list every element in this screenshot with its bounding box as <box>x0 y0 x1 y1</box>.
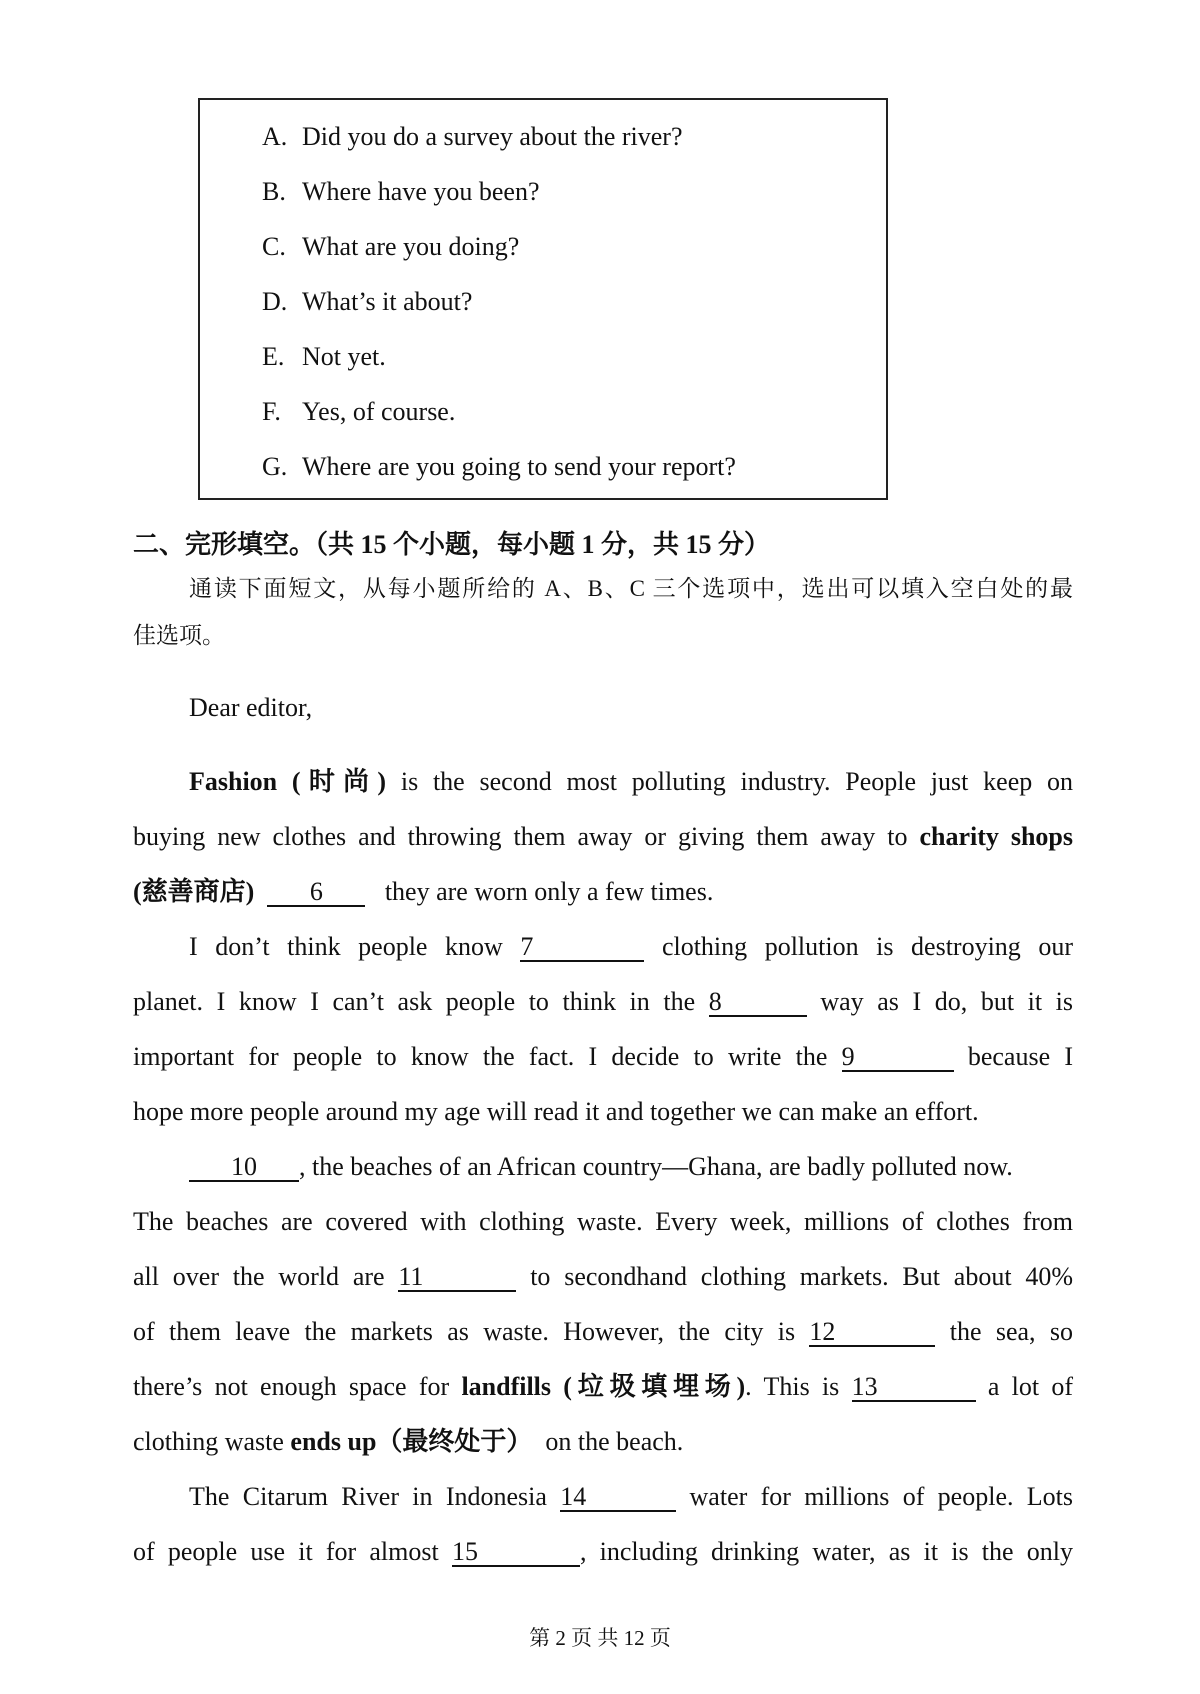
passage-text: . This is <box>745 1372 840 1401</box>
option-text: What’s it about? <box>302 287 473 316</box>
greeting-text: Dear editor, <box>189 693 313 722</box>
blank-13[interactable]: 13 <box>852 1374 976 1402</box>
passage-line <box>133 1316 1073 1348</box>
passage-line <box>133 1261 1073 1293</box>
passage-text: , including drinking water, as it is the only <box>579 1537 1074 1566</box>
section-title: 二、完形填空。（共 15 个小题，每小题 1 分，共 15 分） <box>133 530 771 559</box>
passage-text: I don’t think people know <box>189 932 503 961</box>
passage-text: the sea, so <box>949 1317 1074 1346</box>
option-g <box>262 452 736 482</box>
passage-line <box>133 986 1073 1018</box>
option-text: Not yet. <box>302 342 386 371</box>
passage-text: clothing pollution is destroying our <box>661 932 1074 961</box>
option-letter: B. <box>262 177 286 206</box>
passage-line <box>133 1206 1073 1238</box>
passage-line <box>133 1041 1073 1073</box>
option-letter: E. <box>262 342 285 371</box>
passage-text: they are worn only a few times. <box>384 877 714 906</box>
passage-line <box>133 821 1073 853</box>
passage-line <box>133 766 1073 798</box>
passage-text: planet. I know I can’t ask people to think in the <box>133 987 696 1016</box>
passage-line <box>133 1426 1073 1458</box>
passage-text: important for people to know the fact. I decide to write the <box>133 1042 828 1071</box>
option-letter: D. <box>262 287 288 316</box>
passage-text: hope more people around my age will read it and together we can make an effort. <box>133 1097 979 1126</box>
option-a <box>262 122 683 152</box>
greeting <box>133 692 1073 724</box>
blank-8[interactable]: 8 <box>709 989 807 1017</box>
blank-14[interactable]: 14 <box>560 1484 676 1512</box>
blank-10[interactable]: 10 <box>189 1154 299 1182</box>
option-letter: F. <box>262 397 281 426</box>
passage-line <box>133 931 1073 963</box>
passage-line <box>133 1151 1073 1183</box>
blank-7[interactable]: 7 <box>520 934 644 962</box>
bold-term: Fashion (时尚) <box>189 767 387 796</box>
passage-text: because I <box>967 1042 1074 1071</box>
options-box <box>198 98 888 500</box>
passage-line <box>133 1371 1073 1403</box>
option-b <box>262 177 539 207</box>
option-letter: A. <box>262 122 288 151</box>
option-text: What are you doing? <box>302 232 520 261</box>
passage-text: a lot of <box>987 1372 1073 1401</box>
passage-line <box>133 1536 1073 1568</box>
option-text: Where have you been? <box>302 177 540 206</box>
instruction-line: 通读下面短文，从每小题所给的 A、B、C 三个选项中，选出可以填入空白处的最 <box>189 576 1073 601</box>
passage-text: all over the world are <box>133 1262 385 1291</box>
option-text: Yes, of course. <box>302 397 456 426</box>
passage-text: buying new clothes and throwing them away or giving them away to <box>133 822 908 851</box>
passage-text: to secondhand clothing markets. But about 40% <box>530 1262 1074 1291</box>
passage-text: The beaches are covered with clothing waste. Every week, millions of clothes from <box>133 1207 1073 1236</box>
passage-line <box>133 1096 1073 1128</box>
passage-text: of people use it for almost <box>133 1537 439 1566</box>
passage-text: of them leave the markets as waste. However, the city is <box>133 1317 796 1346</box>
option-e <box>262 342 386 372</box>
bold-term: (慈善商店) <box>133 877 255 906</box>
passage-text: there’s not enough space for <box>133 1372 450 1401</box>
blank-9[interactable]: 9 <box>842 1044 954 1072</box>
option-letter: C. <box>262 232 286 261</box>
option-d <box>262 287 472 317</box>
blank-15[interactable]: 15 <box>452 1539 580 1567</box>
blank-11[interactable]: 11 <box>398 1264 516 1292</box>
bold-term: ends up（最终处于） <box>290 1427 533 1456</box>
instruction-line: 佳选项。 <box>133 623 225 648</box>
page-footer: 第 2 页 共 12 页 <box>529 1626 671 1650</box>
option-letter: G. <box>262 452 288 481</box>
passage-text: on the beach. <box>545 1427 684 1456</box>
passage-text: is the second most polluting industry. People just keep on <box>400 767 1074 796</box>
passage-text: water for millions of people. Lots <box>689 1482 1074 1511</box>
bold-term: landfills (垃圾填埋场) <box>461 1372 746 1401</box>
passage-line <box>133 1481 1073 1513</box>
blank-12[interactable]: 12 <box>809 1319 935 1347</box>
passage-line <box>133 876 1073 908</box>
option-text: Did you do a survey about the river? <box>302 122 683 151</box>
option-text: Where are you going to send your report? <box>302 452 736 481</box>
option-c <box>262 232 519 262</box>
passage-text: clothing waste <box>133 1427 284 1456</box>
passage-text: , the beaches of an African country—Ghana, are badly polluted now. <box>299 1152 1013 1181</box>
bold-term: charity shops <box>919 822 1073 851</box>
passage-text: way as I do, but it is <box>820 987 1074 1016</box>
option-f <box>262 397 455 427</box>
blank-6[interactable]: 6 <box>267 879 365 907</box>
passage-text: The Citarum River in Indonesia <box>189 1482 547 1511</box>
